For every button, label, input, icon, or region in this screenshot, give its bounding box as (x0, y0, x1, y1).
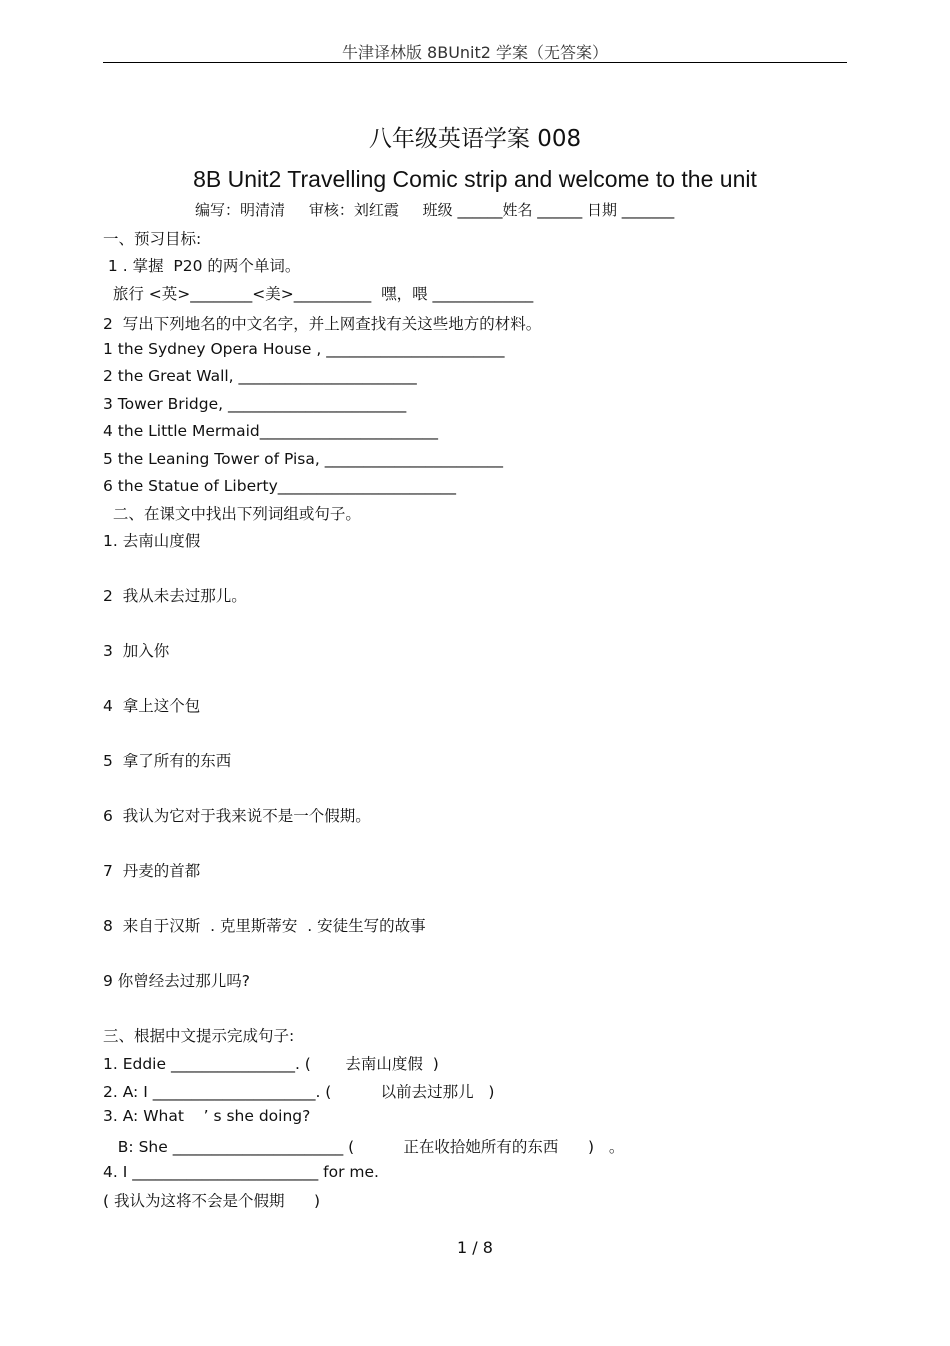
author-info-line: 编写：明清清 审核：刘红霞 班级 ______姓名 ______ 日期 _______ (195, 201, 675, 219)
place-line: 6 the Statue of Liberty_______________________ (103, 477, 456, 495)
sentence-line: 1. Eddie ________________. ( 去南山度假 ) (103, 1055, 439, 1073)
sentence-line: 3. A: What ’ s she doing? (103, 1107, 311, 1125)
phrase-item: 6 我认为它对于我来说不是一个假期。 (103, 807, 371, 825)
vocab-blanks: 旅行 <英>________<美>__________ 嘿，喂 _____________ (103, 285, 534, 303)
phrase-item: 1. 去南山度假 (103, 532, 201, 550)
sentence-line: ( 我认为这将不会是个假期 ) (103, 1192, 321, 1210)
page-title: 八年级英语学案 008 (368, 126, 582, 152)
place-line: 5 the Leaning Tower of Pisa, _______________________ (103, 450, 503, 468)
sentence-line: 2. A: I _____________________. ( 以前去过那儿 ) (103, 1083, 495, 1101)
phrase-item: 9 你曾经去过那儿吗? (103, 972, 251, 990)
header-rule (103, 62, 847, 63)
phrase-item: 5 拿了所有的东西 (103, 752, 232, 770)
phrase-item: 8 来自于汉斯 . 克里斯蒂安 . 安徒生写的故事 (103, 917, 426, 935)
running-header: 牛津译林版 8BUnit2 学案（无答案） (341, 43, 609, 62)
phrase-item: 3 加入你 (103, 642, 170, 660)
section1-item2: 2 写出下列地名的中文名字，并上网查找有关这些地方的材料。 (103, 315, 542, 333)
place-line: 3 Tower Bridge, _______________________ (103, 395, 407, 413)
place-line: 4 the Little Mermaid_______________________ (103, 422, 439, 440)
page-number: 1 / 8 (457, 1238, 493, 1257)
section3-heading: 三、根据中文提示完成句子: (103, 1027, 295, 1045)
phrase-item: 2 我从未去过那儿。 (103, 587, 247, 605)
page-subtitle: 8B Unit2 Travelling Comic strip and welcome to the unit (193, 166, 757, 192)
sentence-line: 4. I ________________________ for me. (103, 1163, 379, 1181)
place-line: 1 the Sydney Opera House , _______________________ (103, 340, 505, 358)
section1-item1: 1 . 掌握 P20 的两个单词。 (103, 257, 301, 275)
place-line: 2 the Great Wall, _______________________ (103, 367, 417, 385)
phrase-item: 4 拿上这个包 (103, 697, 201, 715)
phrase-item: 7 丹麦的首都 (103, 862, 201, 880)
sentence-line: B: She ______________________ ( 正在收拾她所有的东西 ) 。 (103, 1138, 625, 1156)
section1-heading: 一、预习目标: (103, 230, 202, 248)
section2-heading: 二、在课文中找出下列词组或句子。 (103, 505, 361, 523)
